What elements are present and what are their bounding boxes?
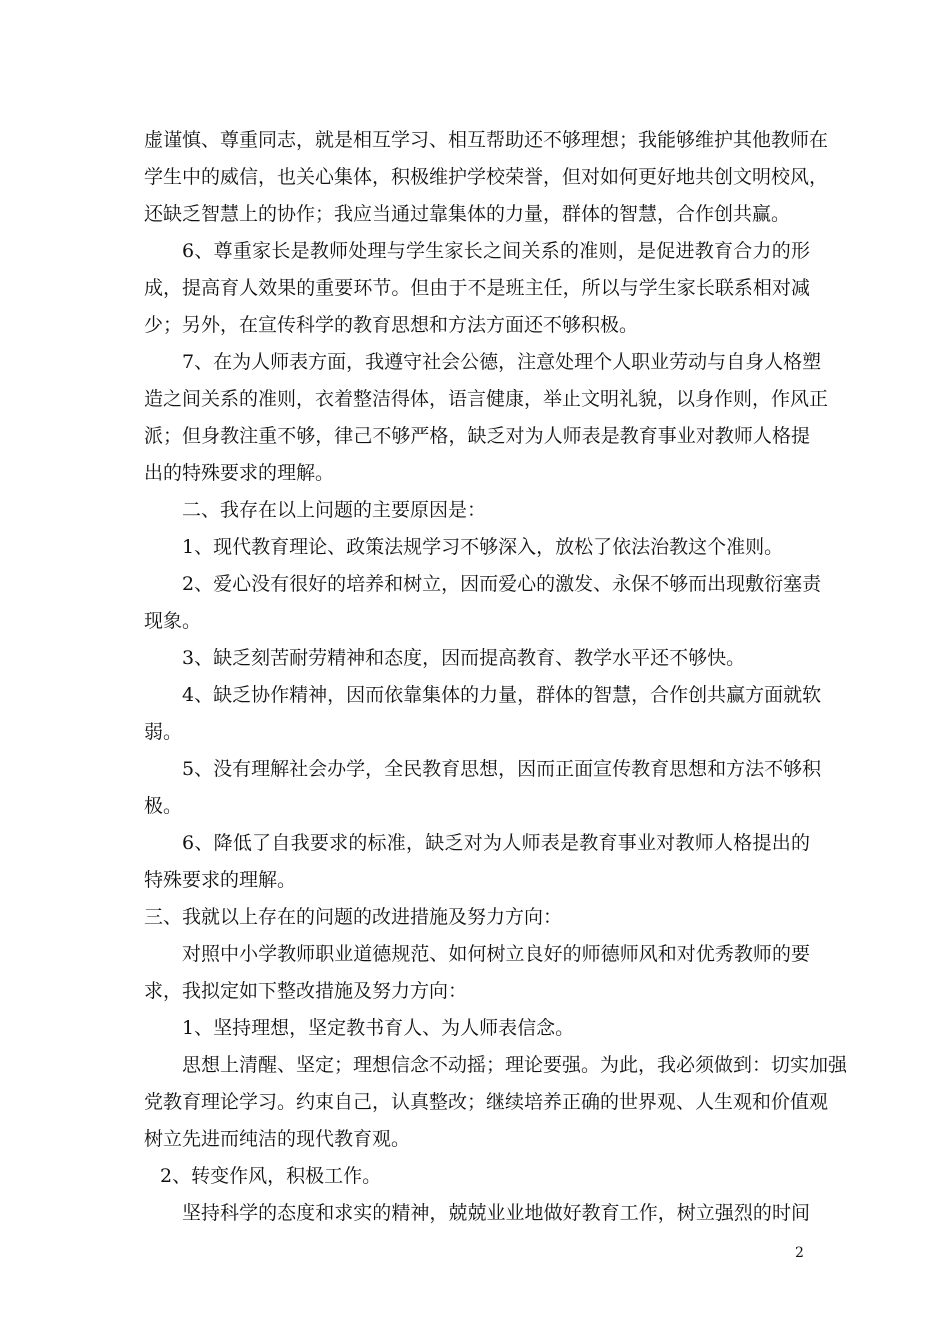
paragraph-line: 学生中的威信，也关心集体，积极维护学校荣誉，但对如何更好地共创文明校风， (144, 166, 829, 188)
list-item: 5、没有理解社会办学，全民教育思想，因而正面宣传教育思想和方法不够积 (182, 758, 822, 780)
list-item: 4、缺乏协作精神，因而依靠集体的力量，群体的智慧，合作创共赢方面就软 (182, 684, 822, 706)
paragraph-line: 思想上清醒、坚定；理想信念不动摇；理论要强。为此，我必须做到：切实加强 (182, 1054, 848, 1076)
list-item: 6、降低了自我要求的标准，缺乏对为人师表是教育事业对教师人格提出的 (182, 832, 810, 854)
section-heading: 二、我存在以上问题的主要原因是： (182, 499, 487, 521)
paragraph-line: 坚持科学的态度和求实的精神，兢兢业业地做好教育工作，树立强烈的时间 (182, 1202, 810, 1224)
paragraph-line: 现象。 (144, 610, 202, 632)
paragraph-line: 派；但身教注重不够，律己不够严格，缺乏对为人师表是教育事业对教师人格提 (144, 425, 810, 447)
paragraph-line: 少；另外，在宣传科学的教育思想和方法方面还不够积极。 (144, 314, 639, 336)
list-item: 3、缺乏刻苦耐劳精神和态度，因而提高教育、教学水平还不够快。 (182, 647, 746, 669)
paragraph-line: 6、尊重家长是教师处理与学生家长之间关系的准则，是促进教育合力的形 (182, 240, 810, 262)
paragraph-line: 出的特殊要求的理解。 (144, 462, 335, 484)
paragraph-line: 树立先进而纯洁的现代教育观。 (144, 1128, 411, 1150)
paragraph-line: 党教育理论学习。约束自己，认真整改；继续培养正确的世界观、人生观和价值观 (144, 1091, 829, 1113)
list-item: 1、坚持理想，坚定教书育人、为人师表信念。 (182, 1017, 575, 1039)
paragraph-line: 极。 (144, 795, 183, 817)
paragraph-line: 对照中小学教师职业道德规范、如何树立良好的师德师风和对优秀教师的要 (182, 943, 810, 965)
paragraph-line: 造之间关系的准则，衣着整洁得体，语言健康，举止文明礼貌，以身作则，作风正 (144, 388, 829, 410)
section-heading: 三、我就以上存在的问题的改进措施及努力方向： (144, 906, 563, 928)
paragraph-line: 还缺乏智慧上的协作；我应当通过靠集体的力量，群体的智慧，合作创共赢。 (144, 203, 791, 225)
paragraph-line: 特殊要求的理解。 (144, 869, 297, 891)
list-item: 1、现代教育理论、政策法规学习不够深入，放松了依法治教这个准则。 (182, 536, 784, 558)
list-item: 2、爱心没有很好的培养和树立，因而爱心的激发、永保不够而出现敷衍塞责 (182, 573, 822, 595)
page-number: 2 (795, 1245, 804, 1261)
paragraph-line: 求，我拟定如下整改措施及努力方向： (144, 980, 468, 1002)
paragraph-line: 虚谨慎、尊重同志，就是相互学习、相互帮助还不够理想；我能够维护其他教师在 (144, 129, 829, 151)
paragraph-line: 7、在为人师表方面，我遵守社会公德，注意处理个人职业劳动与自身人格塑 (182, 351, 822, 373)
list-item: 2、转变作风，积极工作。 (160, 1165, 382, 1187)
paragraph-line: 弱。 (144, 721, 183, 743)
paragraph-line: 成，提高育人效果的重要环节。但由于不是班主任，所以与学生家长联系相对减 (144, 277, 810, 299)
